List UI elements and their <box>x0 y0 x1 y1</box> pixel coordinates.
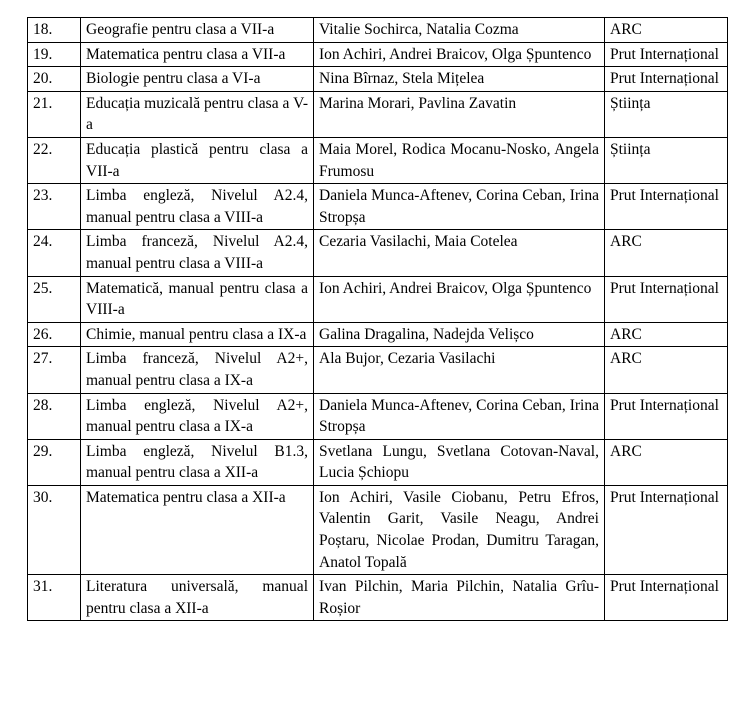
row-number: 27. <box>28 347 81 393</box>
book-authors: Svetlana Lungu, Svetlana Cotovan-Naval, Lucia Șchiopu <box>314 439 605 485</box>
book-publisher: Prut Internațional <box>605 276 728 322</box>
row-number: 26. <box>28 322 81 347</box>
book-title: Limba engleză, Nivelul B1.3, manual pentru clasa a XII-a <box>81 439 314 485</box>
book-authors: Ion Achiri, Andrei Braicov, Olga Șpuntenco <box>314 42 605 67</box>
book-authors: Ion Achiri, Vasile Ciobanu, Petru Efros, Valentin Garit, Vasile Neagu, Andrei Poștaru, Nicolae Prodan, Dumitru Taragan, Anatol Topală <box>314 485 605 574</box>
book-authors: Galina Dragalina, Nadejda Velișco <box>314 322 605 347</box>
book-publisher: Prut Internațional <box>605 67 728 92</box>
book-title: Educația muzicală pentru clasa a V-a <box>81 91 314 137</box>
book-title: Geografie pentru clasa a VII-a <box>81 18 314 43</box>
book-title: Matematica pentru clasa a VII-a <box>81 42 314 67</box>
table-row <box>28 91 728 137</box>
book-title: Limba franceză, Nivelul A2.4, manual pentru clasa a VIII-a <box>81 230 314 276</box>
book-authors: Nina Bîrnaz, Stela Mițelea <box>314 67 605 92</box>
book-authors: Maia Morel, Rodica Mocanu-Nosko, Angela Frumosu <box>314 137 605 183</box>
book-title: Limba engleză, Nivelul A2+, manual pentru clasa a IX-a <box>81 393 314 439</box>
table-row <box>28 67 728 92</box>
book-publisher: ARC <box>605 322 728 347</box>
book-authors: Daniela Munca-Aftenev, Corina Ceban, Irina Stropșa <box>314 393 605 439</box>
book-authors: Vitalie Sochirca, Natalia Cozma <box>314 18 605 43</box>
book-authors: Ala Bujor, Cezaria Vasilachi <box>314 347 605 393</box>
row-number: 20. <box>28 67 81 92</box>
book-publisher: ARC <box>605 18 728 43</box>
book-title: Educația plastică pentru clasa a VII-a <box>81 137 314 183</box>
book-title: Chimie, manual pentru clasa a IX-a <box>81 322 314 347</box>
book-publisher: Prut Internațional <box>605 393 728 439</box>
book-title: Biologie pentru clasa a VI-a <box>81 67 314 92</box>
table-row <box>28 184 728 230</box>
book-title: Limba franceză, Nivelul A2+, manual pentru clasa a IX-a <box>81 347 314 393</box>
row-number: 21. <box>28 91 81 137</box>
row-number: 25. <box>28 276 81 322</box>
book-publisher: Știința <box>605 137 728 183</box>
textbook-table-body <box>28 18 728 621</box>
book-title: Matematică, manual pentru clasa a VIII-a <box>81 276 314 322</box>
row-number: 30. <box>28 485 81 574</box>
book-authors: Marina Morari, Pavlina Zavatin <box>314 91 605 137</box>
table-row <box>28 18 728 43</box>
row-number: 22. <box>28 137 81 183</box>
table-row <box>28 42 728 67</box>
book-publisher: Prut Internațional <box>605 485 728 574</box>
book-title: Matematica pentru clasa a XII-a <box>81 485 314 574</box>
book-title: Limba engleză, Nivelul A2.4, manual pentru clasa a VIII-a <box>81 184 314 230</box>
book-authors: Daniela Munca-Aftenev, Corina Ceban, Irina Stropșa <box>314 184 605 230</box>
textbook-table <box>27 17 728 621</box>
row-number: 24. <box>28 230 81 276</box>
book-publisher: Prut Internațional <box>605 184 728 230</box>
row-number: 18. <box>28 18 81 43</box>
book-authors: Ion Achiri, Andrei Braicov, Olga Șpuntenco <box>314 276 605 322</box>
row-number: 31. <box>28 575 81 621</box>
book-publisher: ARC <box>605 230 728 276</box>
book-authors: Cezaria Vasilachi, Maia Cotelea <box>314 230 605 276</box>
row-number: 28. <box>28 393 81 439</box>
book-title: Literatura universală, manual pentru clasa a XII-a <box>81 575 314 621</box>
table-row <box>28 575 728 621</box>
row-number: 19. <box>28 42 81 67</box>
book-publisher: ARC <box>605 347 728 393</box>
table-row <box>28 439 728 485</box>
table-row <box>28 322 728 347</box>
book-publisher: Știința <box>605 91 728 137</box>
table-row <box>28 347 728 393</box>
book-publisher: Prut Internațional <box>605 42 728 67</box>
table-row <box>28 485 728 574</box>
row-number: 23. <box>28 184 81 230</box>
table-row <box>28 276 728 322</box>
table-row <box>28 393 728 439</box>
book-publisher: ARC <box>605 439 728 485</box>
row-number: 29. <box>28 439 81 485</box>
table-row <box>28 230 728 276</box>
book-authors: Ivan Pilchin, Maria Pilchin, Natalia Grîu-Roșior <box>314 575 605 621</box>
table-row <box>28 137 728 183</box>
book-publisher: Prut Internațional <box>605 575 728 621</box>
